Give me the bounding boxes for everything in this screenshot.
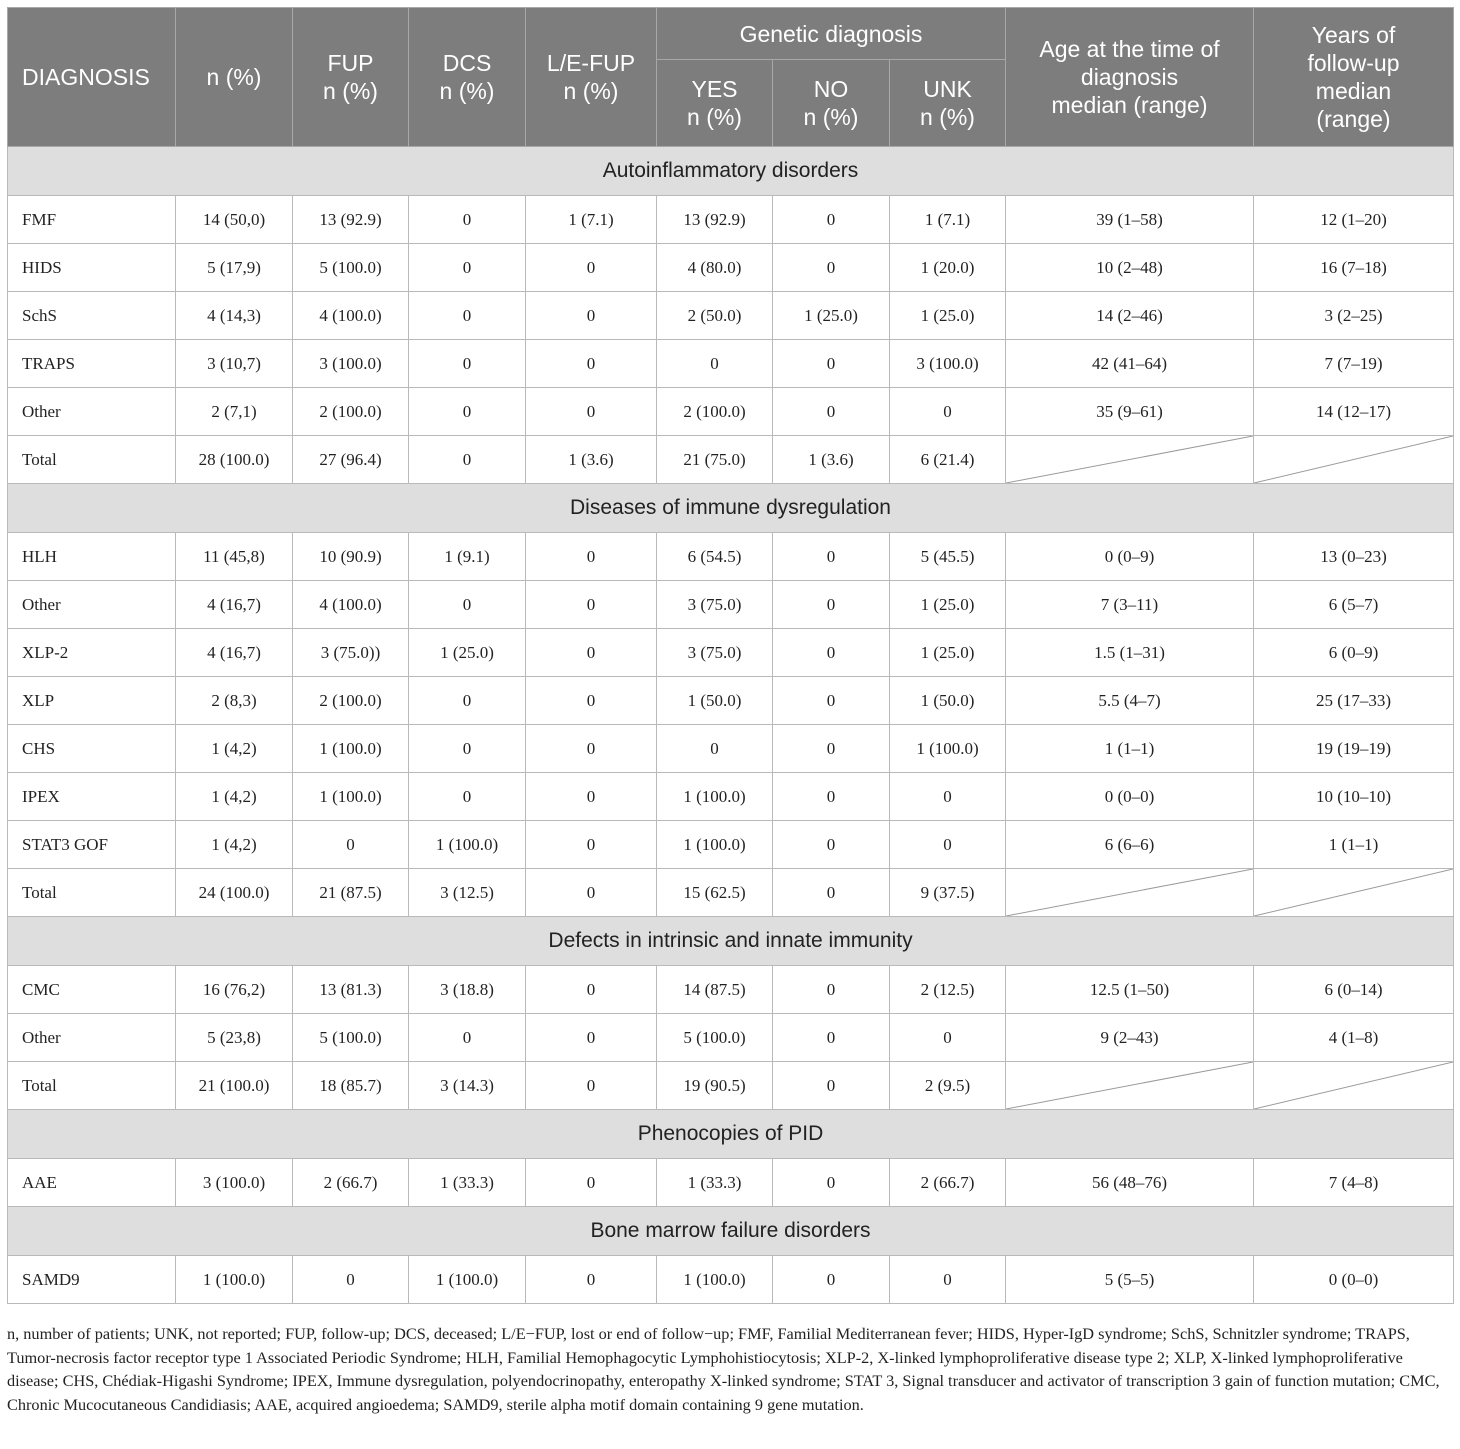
empty-diagonal-cell	[1006, 1062, 1254, 1110]
cell-diagnosis: XLP-2	[8, 629, 176, 677]
cell-lefup: 0	[526, 677, 657, 725]
cell-followup-median: 16 (7–18)	[1254, 244, 1454, 292]
cell-diagnosis: SAMD9	[8, 1256, 176, 1304]
cell-diagnosis: TRAPS	[8, 340, 176, 388]
cell-lefup: 0	[526, 581, 657, 629]
cell-genetic-no: 1 (25.0)	[773, 292, 890, 340]
cell-n: 1 (4,2)	[176, 821, 293, 869]
header-lefup-line2: n (%)	[563, 78, 619, 104]
total-row	[8, 1062, 1454, 1110]
header-dcs-line2: n (%)	[439, 78, 495, 104]
cell-genetic-no: 0	[773, 196, 890, 244]
cell-diagnosis: FMF	[8, 196, 176, 244]
diagonal-line	[1254, 436, 1453, 483]
cell-genetic-yes: 19 (90.5)	[657, 1062, 773, 1110]
table-row	[8, 966, 1454, 1014]
cell-n: 21 (100.0)	[176, 1062, 293, 1110]
header-unk-line1: UNK	[923, 76, 972, 102]
header-no	[773, 60, 890, 147]
header-fup-line1: FUP	[327, 50, 374, 76]
cell-n: 16 (76,2)	[176, 966, 293, 1014]
cell-genetic-no: 0	[773, 388, 890, 436]
cell-followup-median: 4 (1–8)	[1254, 1014, 1454, 1062]
cell-n: 3 (100.0)	[176, 1159, 293, 1207]
cell-genetic-unk: 1 (100.0)	[890, 725, 1006, 773]
cell-genetic-yes: 2 (100.0)	[657, 388, 773, 436]
header-years-line3: median	[1315, 78, 1392, 104]
cell-age-median: 35 (9–61)	[1006, 388, 1254, 436]
section-title: Bone marrow failure disorders	[8, 1207, 1454, 1256]
cell-genetic-no: 0	[773, 725, 890, 773]
cell-genetic-yes: 6 (54.5)	[657, 533, 773, 581]
cell-genetic-no: 0	[773, 581, 890, 629]
cell-dcs: 0	[409, 292, 526, 340]
cell-genetic-no: 0	[773, 821, 890, 869]
cell-genetic-yes: 3 (75.0)	[657, 629, 773, 677]
cell-genetic-unk: 0	[890, 1256, 1006, 1304]
cell-genetic-yes: 3 (75.0)	[657, 581, 773, 629]
table-row	[8, 725, 1454, 773]
cell-n: 11 (45,8)	[176, 533, 293, 581]
cell-diagnosis: XLP	[8, 677, 176, 725]
cell-dcs: 0	[409, 725, 526, 773]
cell-dcs: 1 (33.3)	[409, 1159, 526, 1207]
cell-n: 4 (16,7)	[176, 581, 293, 629]
cell-genetic-yes: 21 (75.0)	[657, 436, 773, 484]
cell-age-median: 56 (48–76)	[1006, 1159, 1254, 1207]
cell-fup: 13 (81.3)	[293, 966, 409, 1014]
header-age-line1: Age at the time of	[1039, 36, 1220, 62]
cell-genetic-yes: 14 (87.5)	[657, 966, 773, 1014]
cell-genetic-yes: 2 (50.0)	[657, 292, 773, 340]
cell-genetic-no: 0	[773, 629, 890, 677]
header-fup-line2: n (%)	[323, 78, 378, 104]
cell-dcs: 3 (12.5)	[409, 869, 526, 917]
header-unk-line2: n (%)	[920, 104, 975, 130]
cell-fup: 27 (96.4)	[293, 436, 409, 484]
cell-followup-median: 10 (10–10)	[1254, 773, 1454, 821]
cell-genetic-yes: 13 (92.9)	[657, 196, 773, 244]
cell-dcs: 0	[409, 244, 526, 292]
cell-genetic-unk: 0	[890, 773, 1006, 821]
cell-lefup: 0	[526, 629, 657, 677]
cell-n: 1 (4,2)	[176, 773, 293, 821]
empty-diagonal-cell	[1006, 869, 1254, 917]
cell-genetic-unk: 1 (50.0)	[890, 677, 1006, 725]
cell-lefup: 0	[526, 966, 657, 1014]
cell-genetic-yes: 1 (100.0)	[657, 773, 773, 821]
cell-fup: 0	[293, 1256, 409, 1304]
cell-age-median: 0 (0–0)	[1006, 773, 1254, 821]
cell-lefup: 0	[526, 533, 657, 581]
empty-diagonal-cell	[1254, 869, 1454, 917]
cell-dcs: 3 (14.3)	[409, 1062, 526, 1110]
header-years-followup	[1254, 8, 1454, 147]
cell-followup-median: 19 (19–19)	[1254, 725, 1454, 773]
cell-fup: 1 (100.0)	[293, 773, 409, 821]
cell-lefup: 0	[526, 869, 657, 917]
table-row	[8, 244, 1454, 292]
diagonal-line	[1006, 436, 1253, 483]
cell-n: 2 (8,3)	[176, 677, 293, 725]
cell-diagnosis: IPEX	[8, 773, 176, 821]
cell-dcs: 0	[409, 436, 526, 484]
cell-genetic-unk: 1 (25.0)	[890, 581, 1006, 629]
header-yes	[657, 60, 773, 147]
cell-genetic-unk: 0	[890, 1014, 1006, 1062]
empty-diagonal-cell	[1254, 436, 1454, 484]
cell-n: 1 (4,2)	[176, 725, 293, 773]
cell-fup: 3 (100.0)	[293, 340, 409, 388]
cell-age-median: 1 (1–1)	[1006, 725, 1254, 773]
cell-n: 1 (100.0)	[176, 1256, 293, 1304]
cell-followup-median: 6 (0–14)	[1254, 966, 1454, 1014]
cell-followup-median: 0 (0–0)	[1254, 1256, 1454, 1304]
cell-genetic-no: 0	[773, 1014, 890, 1062]
cell-diagnosis: Other	[8, 388, 176, 436]
cell-genetic-no: 0	[773, 340, 890, 388]
cell-fup: 5 (100.0)	[293, 1014, 409, 1062]
cell-genetic-unk: 1 (25.0)	[890, 292, 1006, 340]
cell-diagnosis: Other	[8, 581, 176, 629]
cell-genetic-no: 0	[773, 966, 890, 1014]
cell-followup-median: 6 (5–7)	[1254, 581, 1454, 629]
header-lefup	[526, 8, 657, 147]
cell-fup: 2 (100.0)	[293, 677, 409, 725]
diagonal-line	[1006, 869, 1253, 916]
section-title: Autoinflammatory disorders	[8, 147, 1454, 196]
cell-n: 4 (14,3)	[176, 292, 293, 340]
cell-dcs: 0	[409, 1014, 526, 1062]
cell-genetic-yes: 0	[657, 725, 773, 773]
cell-age-median: 12.5 (1–50)	[1006, 966, 1254, 1014]
cell-genetic-no: 0	[773, 1062, 890, 1110]
cell-dcs: 1 (25.0)	[409, 629, 526, 677]
cell-followup-median: 25 (17–33)	[1254, 677, 1454, 725]
cell-genetic-unk: 1 (20.0)	[890, 244, 1006, 292]
cell-age-median: 5 (5–5)	[1006, 1256, 1254, 1304]
cell-diagnosis: Total	[8, 1062, 176, 1110]
cell-fup: 2 (100.0)	[293, 388, 409, 436]
cell-n: 24 (100.0)	[176, 869, 293, 917]
cell-age-median: 0 (0–9)	[1006, 533, 1254, 581]
cell-genetic-no: 0	[773, 677, 890, 725]
section-header-row	[8, 147, 1454, 196]
cell-followup-median: 7 (7–19)	[1254, 340, 1454, 388]
header-yes-line2: n (%)	[687, 104, 742, 130]
cell-fup: 21 (87.5)	[293, 869, 409, 917]
cell-dcs: 0	[409, 388, 526, 436]
cell-fup: 0	[293, 821, 409, 869]
cell-genetic-unk: 1 (7.1)	[890, 196, 1006, 244]
cell-genetic-unk: 5 (45.5)	[890, 533, 1006, 581]
cell-followup-median: 1 (1–1)	[1254, 821, 1454, 869]
cell-diagnosis: CMC	[8, 966, 176, 1014]
diagonal-line	[1254, 1062, 1453, 1109]
table-footnote: n, number of patients; UNK, not reported; FUP, follow-up; DCS, deceased; L/E−FUP, lost or end of follow−up; FMF, Familial Mediterranean fever; HIDS, Hyper-IgD syndrome; SchS, Schnitzler syndrome; TRAPS, Tumor-necrosis factor receptor type 1 Associated Periodic Syndrome; HLH, Familial Hemophagocytic Lymphohistiocytosis; XLP-2, X-linked lymphoproliferative disease type 2; XLP, X-linked lymphoproliferative disease; CHS, Chédiak-Higashi Syndrome; IPEX, Immune dysregulation, polyendocrinopathy, enteropathy X-linked syndrome; STAT 3, Signal transducer and activator of transcription 3 gain of function mutation; CMC, Chronic Mucocutaneous Candidiasis; AAE, acquired angioedema; SAMD9, sterile alpha motif domain containing 9 gene mutation.	[7, 1324, 1440, 1414]
table-row	[8, 388, 1454, 436]
cell-genetic-unk: 2 (12.5)	[890, 966, 1006, 1014]
cell-n: 4 (16,7)	[176, 629, 293, 677]
cell-genetic-no: 0	[773, 773, 890, 821]
header-age	[1006, 8, 1254, 147]
cell-n: 3 (10,7)	[176, 340, 293, 388]
section-header-row	[8, 917, 1454, 966]
header-no-line1: NO	[813, 76, 849, 102]
header-dcs	[409, 8, 526, 147]
cell-genetic-no: 0	[773, 1256, 890, 1304]
cell-dcs: 0	[409, 340, 526, 388]
header-dcs-line1: DCS	[442, 50, 492, 76]
header-lefup-line1: L/E-FUP	[546, 50, 636, 76]
cell-lefup: 0	[526, 821, 657, 869]
cell-lefup: 0	[526, 725, 657, 773]
cell-dcs: 0	[409, 677, 526, 725]
cell-fup: 2 (66.7)	[293, 1159, 409, 1207]
table-row	[8, 677, 1454, 725]
diagonal-line	[1254, 869, 1453, 916]
cell-diagnosis: Total	[8, 436, 176, 484]
cell-genetic-yes: 4 (80.0)	[657, 244, 773, 292]
cell-diagnosis: HIDS	[8, 244, 176, 292]
table-row	[8, 533, 1454, 581]
cell-dcs: 0	[409, 773, 526, 821]
cell-diagnosis: Other	[8, 1014, 176, 1062]
cell-genetic-yes: 5 (100.0)	[657, 1014, 773, 1062]
cell-lefup: 0	[526, 244, 657, 292]
cell-genetic-yes: 0	[657, 340, 773, 388]
cell-genetic-yes: 15 (62.5)	[657, 869, 773, 917]
section-header-row	[8, 484, 1454, 533]
cell-fup: 5 (100.0)	[293, 244, 409, 292]
cell-diagnosis: Total	[8, 869, 176, 917]
cell-genetic-no: 0	[773, 1159, 890, 1207]
header-years-line4: (range)	[1316, 106, 1391, 132]
cell-age-median: 6 (6–6)	[1006, 821, 1254, 869]
cell-age-median: 1.5 (1–31)	[1006, 629, 1254, 677]
cell-dcs: 3 (18.8)	[409, 966, 526, 1014]
cell-genetic-yes: 1 (33.3)	[657, 1159, 773, 1207]
table-row	[8, 1014, 1454, 1062]
cell-fup: 13 (92.9)	[293, 196, 409, 244]
cell-genetic-yes: 1 (50.0)	[657, 677, 773, 725]
header-n: n (%)	[176, 8, 293, 147]
cell-fup: 3 (75.0))	[293, 629, 409, 677]
cell-followup-median: 3 (2–25)	[1254, 292, 1454, 340]
cell-age-median: 9 (2–43)	[1006, 1014, 1254, 1062]
cell-followup-median: 13 (0–23)	[1254, 533, 1454, 581]
cell-lefup: 0	[526, 292, 657, 340]
header-no-line2: n (%)	[803, 104, 859, 130]
cell-lefup: 0	[526, 1014, 657, 1062]
cell-age-median: 10 (2–48)	[1006, 244, 1254, 292]
cell-fup: 18 (85.7)	[293, 1062, 409, 1110]
table-body	[8, 147, 1454, 1304]
cell-dcs: 0	[409, 581, 526, 629]
cell-genetic-unk: 0	[890, 821, 1006, 869]
cell-genetic-unk: 6 (21.4)	[890, 436, 1006, 484]
empty-diagonal-cell	[1006, 436, 1254, 484]
section-title: Defects in intrinsic and innate immunity	[8, 917, 1454, 966]
total-row	[8, 436, 1454, 484]
cell-age-median: 5.5 (4–7)	[1006, 677, 1254, 725]
table-container	[7, 7, 1453, 1304]
table-row	[8, 196, 1454, 244]
table-row	[8, 821, 1454, 869]
cell-fup: 4 (100.0)	[293, 581, 409, 629]
cell-lefup: 0	[526, 773, 657, 821]
header-age-line2: diagnosis	[1080, 64, 1179, 90]
cell-followup-median: 12 (1–20)	[1254, 196, 1454, 244]
cell-n: 14 (50,0)	[176, 196, 293, 244]
table-row	[8, 773, 1454, 821]
cell-genetic-unk: 2 (9.5)	[890, 1062, 1006, 1110]
table-row	[8, 1256, 1454, 1304]
cell-fup: 1 (100.0)	[293, 725, 409, 773]
cell-lefup: 1 (7.1)	[526, 196, 657, 244]
table-row	[8, 581, 1454, 629]
cell-age-median: 42 (41–64)	[1006, 340, 1254, 388]
cell-followup-median: 6 (0–9)	[1254, 629, 1454, 677]
cell-age-median: 7 (3–11)	[1006, 581, 1254, 629]
cell-diagnosis: CHS	[8, 725, 176, 773]
header-years-line2: follow-up	[1307, 50, 1400, 76]
cell-genetic-no: 1 (3.6)	[773, 436, 890, 484]
cell-fup: 10 (90.9)	[293, 533, 409, 581]
patient-diagnosis-table	[7, 7, 1454, 1304]
header-diagnosis: DIAGNOSIS	[8, 8, 176, 147]
header-yes-line1: YES	[691, 76, 738, 102]
cell-n: 5 (17,9)	[176, 244, 293, 292]
cell-genetic-no: 0	[773, 244, 890, 292]
section-header-row	[8, 1110, 1454, 1159]
cell-diagnosis: SchS	[8, 292, 176, 340]
section-title: Diseases of immune dysregulation	[8, 484, 1454, 533]
diagonal-line	[1006, 1062, 1253, 1109]
cell-genetic-yes: 1 (100.0)	[657, 821, 773, 869]
cell-genetic-unk: 1 (25.0)	[890, 629, 1006, 677]
table-row	[8, 292, 1454, 340]
cell-genetic-yes: 1 (100.0)	[657, 1256, 773, 1304]
header-unk	[890, 60, 1006, 147]
cell-genetic-unk: 9 (37.5)	[890, 869, 1006, 917]
cell-lefup: 0	[526, 1159, 657, 1207]
cell-lefup: 1 (3.6)	[526, 436, 657, 484]
cell-diagnosis: STAT3 GOF	[8, 821, 176, 869]
header-years-line1: Years of	[1311, 22, 1396, 48]
cell-dcs: 0	[409, 196, 526, 244]
cell-dcs: 1 (100.0)	[409, 1256, 526, 1304]
cell-n: 28 (100.0)	[176, 436, 293, 484]
cell-n: 5 (23,8)	[176, 1014, 293, 1062]
cell-diagnosis: AAE	[8, 1159, 176, 1207]
section-header-row	[8, 1207, 1454, 1256]
cell-age-median: 14 (2–46)	[1006, 292, 1254, 340]
empty-diagonal-cell	[1254, 1062, 1454, 1110]
cell-genetic-unk: 0	[890, 388, 1006, 436]
cell-fup: 4 (100.0)	[293, 292, 409, 340]
cell-diagnosis: HLH	[8, 533, 176, 581]
cell-genetic-no: 0	[773, 533, 890, 581]
header-genetic-diagnosis: Genetic diagnosis	[657, 8, 1006, 60]
section-title: Phenocopies of PID	[8, 1110, 1454, 1159]
cell-lefup: 0	[526, 1062, 657, 1110]
cell-lefup: 0	[526, 340, 657, 388]
cell-genetic-unk: 3 (100.0)	[890, 340, 1006, 388]
table-row	[8, 1159, 1454, 1207]
table-row	[8, 629, 1454, 677]
cell-lefup: 0	[526, 388, 657, 436]
cell-dcs: 1 (100.0)	[409, 821, 526, 869]
cell-genetic-unk: 2 (66.7)	[890, 1159, 1006, 1207]
cell-dcs: 1 (9.1)	[409, 533, 526, 581]
header-age-line3: median (range)	[1051, 92, 1208, 118]
table-row	[8, 340, 1454, 388]
table-header	[8, 8, 1454, 147]
cell-age-median: 39 (1–58)	[1006, 196, 1254, 244]
header-fup	[293, 8, 409, 147]
cell-followup-median: 7 (4–8)	[1254, 1159, 1454, 1207]
cell-followup-median: 14 (12–17)	[1254, 388, 1454, 436]
cell-lefup: 0	[526, 1256, 657, 1304]
cell-n: 2 (7,1)	[176, 388, 293, 436]
cell-genetic-no: 0	[773, 869, 890, 917]
total-row	[8, 869, 1454, 917]
